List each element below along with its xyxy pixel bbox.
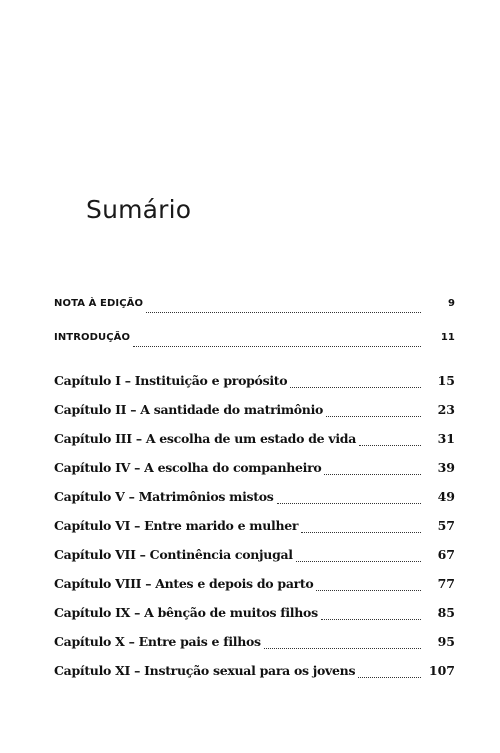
- toc-entry-page: 85: [437, 605, 455, 620]
- toc-entry-page: 67: [437, 547, 455, 562]
- dot-leader: [290, 387, 421, 388]
- dot-leader: [264, 648, 421, 649]
- toc-entry-label: Capítulo XI – Instrução sexual para os jovens: [54, 663, 356, 678]
- toc-entry-introducao[interactable]: [54, 332, 455, 352]
- dot-leader: [324, 474, 421, 475]
- dot-leader: [146, 312, 421, 313]
- toc-entry-capitulo-4[interactable]: [54, 460, 455, 480]
- toc-entry-capitulo-6[interactable]: [54, 518, 455, 538]
- toc-entry-label: Capítulo III – A escolha de um estado de vida: [54, 431, 357, 446]
- toc-entry-capitulo-1[interactable]: [54, 373, 455, 393]
- dot-leader: [133, 346, 421, 347]
- toc-entry-label: Capítulo IX – A bênção de muitos filhos: [54, 605, 318, 620]
- dot-leader: [326, 416, 421, 417]
- toc-entry-label: NOTA À EDIÇÃO: [54, 298, 144, 309]
- toc-entry-label: INTRODUÇÃO: [54, 332, 131, 343]
- toc-entry-label: Capítulo VIII – Antes e depois do parto: [54, 576, 314, 591]
- toc-entry-label: Capítulo VI – Entre marido e mulher: [54, 518, 299, 533]
- toc-entry-label: Capítulo II – A santidade do matrimônio: [54, 402, 324, 417]
- toc-entry-capitulo-8[interactable]: [54, 576, 455, 596]
- dot-leader: [277, 503, 421, 504]
- toc-entry-page: 31: [437, 431, 455, 446]
- toc-entry-capitulo-2[interactable]: [54, 402, 455, 422]
- toc-entry-label: Capítulo IV – A escolha do companheiro: [54, 460, 322, 475]
- toc-entry-label: Capítulo I – Instituição e propósito: [54, 373, 288, 388]
- toc-entry-capitulo-3[interactable]: [54, 431, 455, 451]
- toc-entry-label: Capítulo V – Matrimônios mistos: [54, 489, 274, 504]
- dot-leader: [301, 532, 421, 533]
- toc-entry-label: Capítulo X – Entre pais e filhos: [54, 634, 261, 649]
- dot-leader: [296, 561, 421, 562]
- toc-entry-page: 107: [428, 663, 455, 678]
- toc-entry-capitulo-10[interactable]: [54, 634, 455, 654]
- toc-entry-page: 23: [437, 402, 455, 417]
- toc-entry-page: 49: [437, 489, 455, 504]
- toc-entry-nota-a-edicao[interactable]: [54, 298, 455, 318]
- toc-entry-capitulo-11[interactable]: [54, 663, 455, 683]
- toc-entry-capitulo-5[interactable]: [54, 489, 455, 509]
- toc-entry-page: 11: [440, 332, 455, 343]
- toc-entry-page: 39: [437, 460, 455, 475]
- page-title: Sumário: [86, 194, 192, 224]
- toc-entry-page: 9: [447, 298, 455, 309]
- dot-leader: [358, 677, 421, 678]
- dot-leader: [316, 590, 421, 591]
- toc-entry-page: 15: [437, 373, 455, 388]
- toc-entry-page: 57: [437, 518, 455, 533]
- toc-entry-label: Capítulo VII – Continência conjugal: [54, 547, 293, 562]
- dot-leader: [321, 619, 421, 620]
- toc-entry-page: 77: [437, 576, 455, 591]
- toc-entry-capitulo-7[interactable]: [54, 547, 455, 567]
- toc-entry-page: 95: [437, 634, 455, 649]
- toc-entry-capitulo-9[interactable]: [54, 605, 455, 625]
- dot-leader: [359, 445, 421, 446]
